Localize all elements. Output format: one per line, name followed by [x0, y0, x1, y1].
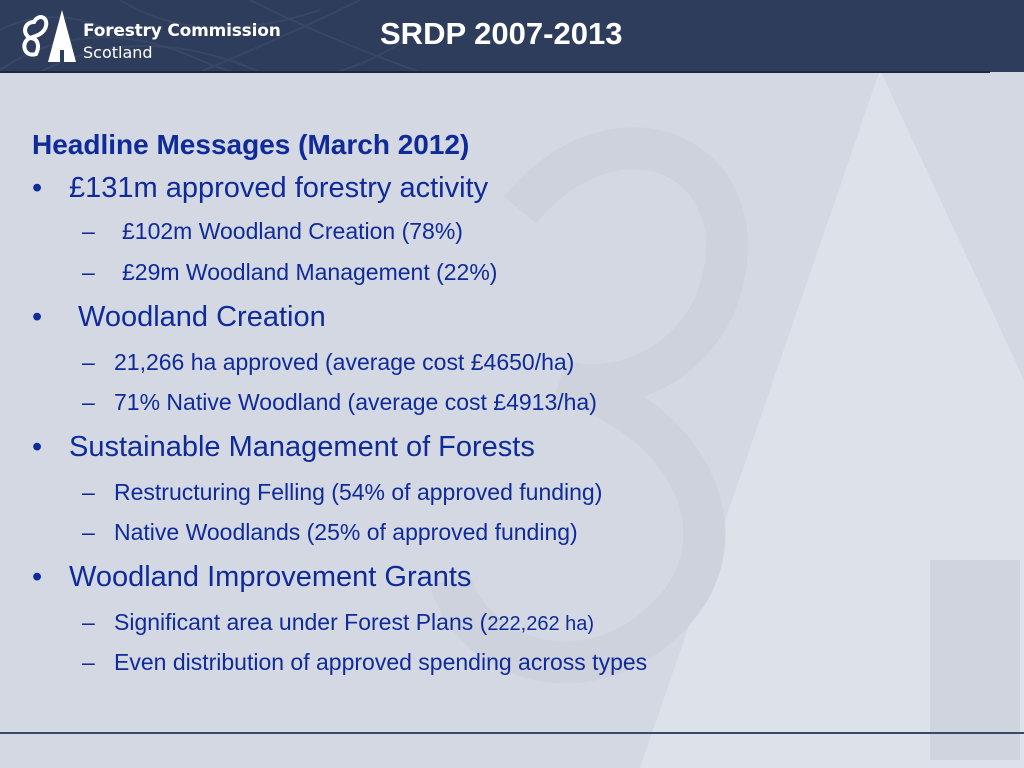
sub-bullet-item — [32, 382, 992, 422]
bullet-item — [32, 165, 992, 211]
bullet-marker: • — [32, 431, 43, 463]
sub-bullet-marker: – — [82, 218, 95, 244]
bullet-marker: • — [32, 172, 43, 204]
sub-bullet-text: Native Woodlands (25% of approved funding) — [114, 519, 578, 545]
bullet-text: £131m approved forestry activity — [69, 172, 489, 204]
bullet-marker: • — [32, 561, 43, 593]
sub-bullet-item — [32, 602, 992, 642]
bullet-item — [32, 552, 992, 602]
bullet-text: Woodland Creation — [78, 301, 326, 333]
sub-bullet-item — [32, 211, 992, 252]
footer-divider — [0, 732, 1024, 734]
bullet-text: Woodland Improvement Grants — [69, 561, 472, 593]
sub-bullet-text: Even distribution of approved spending across types — [114, 649, 648, 675]
logo-text-line1: Forestry Commission — [83, 21, 281, 41]
headline: Headline Messages (March 2012) — [32, 129, 470, 160]
sub-bullet-text — [114, 609, 594, 635]
sub-bullet-text: £29m Woodland Management (22%) — [122, 259, 498, 285]
slide-content — [32, 125, 992, 682]
sub-bullet-marker: – — [82, 519, 95, 545]
sub-bullet-item — [32, 472, 992, 512]
sub-bullet-item — [32, 252, 992, 292]
sub-bullet-text: 71% Native Woodland (average cost £4913/ha) — [114, 389, 597, 415]
tree-logo-icon — [18, 8, 80, 66]
forestry-commission-logo — [18, 8, 288, 66]
sub-bullet-marker: – — [82, 479, 95, 505]
sub-bullet-item — [32, 642, 992, 682]
bullet-marker: • — [32, 301, 43, 333]
sub-bullet-text-main: Significant area under Forest Plans ( — [114, 609, 488, 635]
sub-bullet-text-area: 222,262 ha) — [487, 613, 595, 635]
sub-bullet-item — [32, 512, 992, 552]
header-divider — [0, 71, 990, 73]
logo-text-line2: Scotland — [83, 43, 153, 62]
bullet-item — [32, 292, 992, 342]
slide-title: SRDP 2007-2013 — [380, 16, 623, 51]
sub-bullet-text: £102m Woodland Creation (78%) — [122, 218, 463, 244]
bullet-text: Sustainable Management of Forests — [69, 431, 535, 463]
sub-bullet-marker: – — [82, 649, 95, 675]
sub-bullet-marker: – — [82, 389, 95, 415]
sub-bullet-text: 21,266 ha approved (average cost £4650/ha) — [114, 349, 575, 375]
sub-bullet-marker: – — [82, 609, 95, 635]
bullet-item — [32, 422, 992, 472]
sub-bullet-text: Restructuring Felling (54% of approved funding) — [114, 479, 603, 505]
sub-bullet-item — [32, 342, 992, 382]
sub-bullet-marker: – — [82, 349, 95, 375]
header-bar — [0, 0, 1024, 72]
sub-bullet-marker: – — [82, 259, 95, 285]
